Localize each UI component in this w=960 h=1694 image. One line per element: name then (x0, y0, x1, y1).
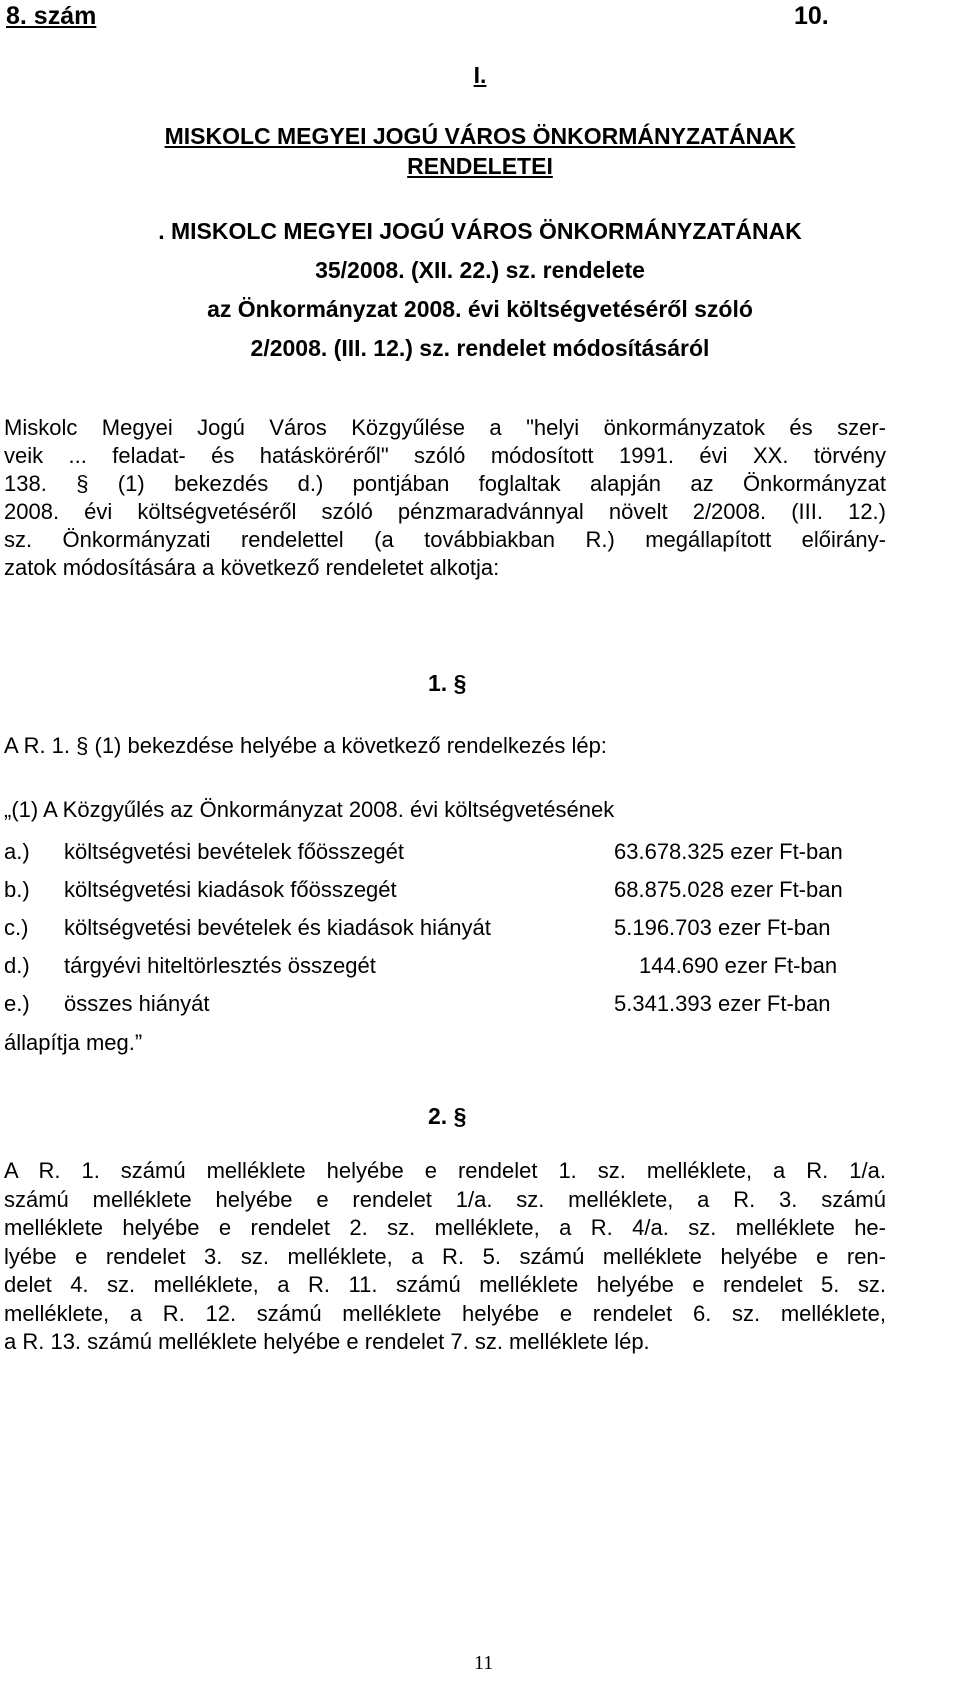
item-letter: b.) (4, 877, 30, 902)
section-number: I. (473, 62, 487, 88)
preamble-line: sz. Önkormányzati rendelettel (a továbbiakban R.) megállapított előirány- (4, 527, 886, 552)
section-2-line: melléklete helyébe e rendelet 2. sz. melléklete, a R. 4/a. sz. melléklete he- (4, 1215, 886, 1240)
section-1-quote-line: „(1) A Közgyűlés az Önkormányzat 2008. évi költségvetésének (4, 797, 615, 822)
item-letter: d.) (4, 953, 30, 978)
preamble-line: Miskolc Megyei Jogú Város Közgyűlése a "helyi önkormányzatok és szer- (4, 415, 886, 440)
section-title-line-1: MISKOLC MEGYEI JOGÚ VÁROS ÖNKORMÁNYZATÁNAK (164, 123, 796, 149)
decree-title-line-3: az Önkormányzat 2008. évi költségvetéséről szóló (207, 296, 753, 322)
item-amount: 144.690 ezer Ft-ban (639, 953, 838, 978)
item-label: összes hiányát (64, 991, 210, 1016)
section-2-line: számú melléklete helyébe e rendelet 1/a. sz. melléklete, a R. 3. számú (4, 1186, 886, 1212)
item-amount: 5.196.703 ezer Ft-ban (614, 915, 831, 940)
item-amount: 5.341.393 ezer Ft-ban (614, 991, 831, 1016)
section-2-line: melléklete, a R. 12. számú melléklete helyébe e rendelet 6. sz. melléklete, (4, 1300, 886, 1326)
preamble-line: zatok módosítására a következő rendeletet alkotja: (4, 555, 500, 580)
section-1-intro: A R. 1. § (1) bekezdése helyébe a következő rendelkezés lép: (4, 733, 607, 758)
section-2-line: a R. 13. számú melléklete helyébe e rendelet 7. sz. melléklete lép. (4, 1329, 650, 1354)
section-1-heading: 1. § (428, 670, 467, 696)
section-2-line: A R. 1. számú melléklete helyébe e rendelet 1. sz. melléklete, a R. 1/a. (4, 1158, 886, 1183)
item-label: tárgyévi hiteltörlesztés összegét (64, 953, 376, 978)
section-1-closing: állapítja meg.” (4, 1030, 143, 1055)
section-2-line: lyébe e rendelet 3. sz. melléklete, a R. 5. számú melléklete helyébe e ren- (4, 1243, 886, 1269)
preamble-line: 138. § (1) bekezdés d.) pontjában foglaltak alapján az Önkormányzat (4, 471, 886, 496)
item-amount: 63.678.325 ezer Ft-ban (614, 839, 843, 864)
section-2-paragraph (4, 1157, 886, 1357)
item-letter: a.) (4, 839, 30, 864)
item-letter: e.) (4, 991, 30, 1016)
page-number: 11 (474, 1652, 494, 1674)
decree-title-line-4: 2/2008. (III. 12.) sz. rendelet módosításáról (250, 335, 710, 361)
item-label: költségvetési kiadások főösszegét (64, 877, 397, 902)
decree-title-line-2: 35/2008. (XII. 22.) sz. rendelete (315, 257, 645, 283)
section-2-heading: 2. § (428, 1103, 467, 1129)
item-amount: 68.875.028 ezer Ft-ban (614, 877, 843, 902)
preamble-paragraph (4, 414, 886, 582)
item-letter: c.) (4, 915, 29, 940)
page-header (6, 2, 876, 31)
preamble-line: 2008. évi költségvetéséről szóló pénzmaradvánnyal növelt 2/2008. (III. 12.) (4, 499, 886, 524)
section-2-line: delet 4. sz. melléklete, a R. 11. számú melléklete helyébe e rendelet 5. sz. (4, 1272, 886, 1297)
issue-number: 8. szám (6, 2, 97, 30)
item-label: költségvetési bevételek és kiadások hiányát (64, 915, 491, 940)
decree-title-line-1: . MISKOLC MEGYEI JOGÚ VÁROS ÖNKORMÁNYZATÁNAK (158, 218, 802, 244)
item-label: költségvetési bevételek főösszegét (64, 839, 404, 864)
section-title-line-2: RENDELETEI (407, 153, 553, 179)
header-page: 10. (794, 2, 829, 30)
preamble-line: veik ... feladat- és hatásköréről" szóló módosított 1991. évi XX. törvény (4, 443, 886, 468)
